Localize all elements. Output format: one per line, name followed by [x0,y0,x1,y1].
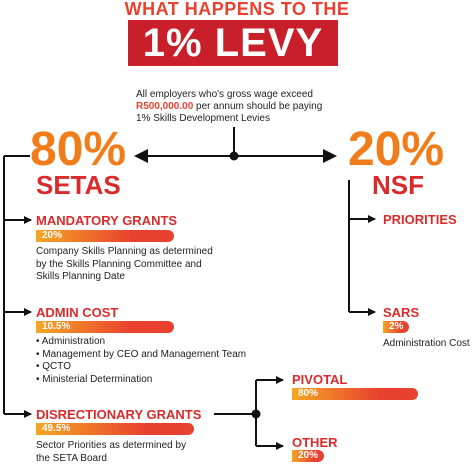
intro-line-2-rest: per annum should be paying [193,101,323,112]
mandatory-grants-title: MANDATORY GRANTS [36,213,178,228]
sars-pct: 2% [383,321,409,333]
intro-line-2 [136,101,322,113]
list-item: • Administration [36,336,246,349]
admin-cost-list [36,336,246,386]
nsf-percent: 20% [348,123,445,176]
nsf-label: NSF [372,170,424,200]
list-item: • QCTO [36,361,246,374]
setas-label: SETAS [36,170,121,200]
intro-line-3: 1% Skills Development Levies [136,113,270,124]
threshold-amount: R500,000.00 [136,101,194,112]
list-item: • Management by CEO and Management Team [36,349,246,362]
discretionary-grants-title: DISRECTIONARY GRANTS [36,407,202,422]
desc-line: Sector Priorities as determined by [36,440,187,451]
setas-percent: 80% [30,123,127,176]
desc-line: by the Skills Planning Committee and [36,258,202,270]
desc-line: Skills Planning Date [36,271,125,282]
sars-desc: Administration Cost [383,338,470,349]
list-item: • Ministerial Determination [36,374,246,387]
desc-line: Company Skills Planning as determined [36,246,213,257]
levy-title: 1% LEVY [142,21,324,65]
mandatory-grants-desc [36,246,213,284]
header-subtitle: WHAT HAPPENS TO THE [124,0,350,19]
arrow-right-icon [323,149,337,163]
arrow-left-icon [134,149,148,163]
other-title: OTHER [292,435,338,450]
intro-text [136,89,322,125]
discretionary-grants-desc [36,440,186,465]
other-pct: 20% [292,450,324,462]
priorities-title: PRIORITIES [383,212,457,227]
mandatory-grants-pct: 20% [36,230,174,242]
sars-title: SARS [383,305,420,320]
pivotal-pct: 80% [292,388,418,400]
admin-cost-title: ADMIN COST [36,305,119,320]
discretionary-grants-pct: 49.5% [36,423,194,435]
admin-cost-pct: 10.5% [36,321,174,333]
pivotal-title: PIVOTAL [292,372,348,387]
desc-line: the SETA Board [36,452,107,464]
intro-line-1: All employers who's gross wage exceed [136,89,313,100]
